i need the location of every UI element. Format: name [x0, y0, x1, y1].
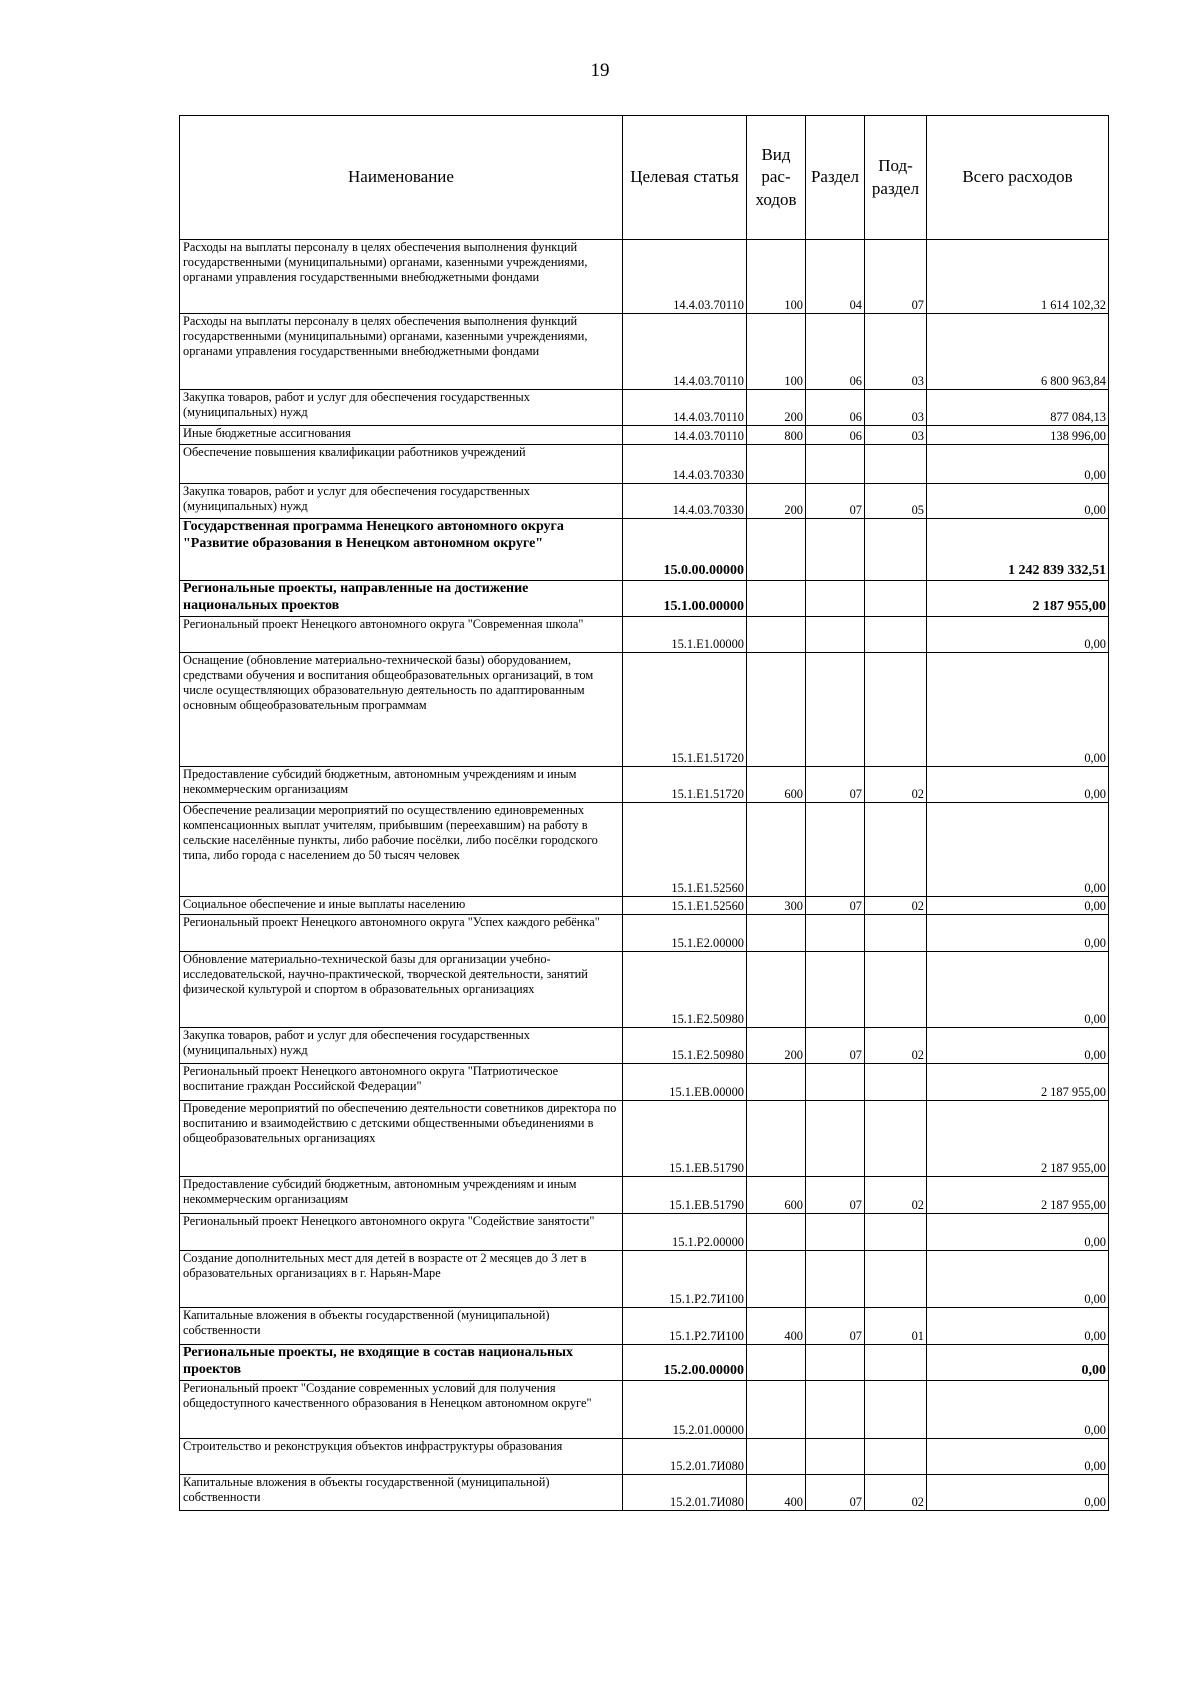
page-number: 19 — [590, 60, 610, 81]
header-section: Раздел — [806, 116, 865, 240]
expense-type-cell: 600 — [747, 1177, 806, 1214]
table-body — [180, 240, 1109, 1511]
expense-type-cell — [747, 803, 806, 897]
expense-type-cell — [747, 915, 806, 952]
section-cell: 04 — [806, 240, 865, 314]
total-cell: 0,00 — [927, 952, 1109, 1028]
section-cell: 07 — [806, 897, 865, 915]
table-row — [180, 1475, 1109, 1511]
subsection-cell: 02 — [865, 897, 927, 915]
target-article-cell: 15.1.EB.51790 — [623, 1177, 747, 1214]
target-article-cell: 14.4.03.70110 — [623, 426, 747, 445]
target-article-cell: 15.1.E1.51720 — [623, 653, 747, 767]
subsection-cell: 05 — [865, 484, 927, 519]
header-expense-type: Вид рас- ходов — [747, 116, 806, 240]
expense-type-cell — [747, 1381, 806, 1439]
section-cell — [806, 952, 865, 1028]
target-article-cell: 14.4.03.70330 — [623, 445, 747, 484]
section-cell: 07 — [806, 767, 865, 803]
table-row — [180, 803, 1109, 897]
section-cell — [806, 617, 865, 653]
subsection-cell: 03 — [865, 426, 927, 445]
section-cell — [806, 1345, 865, 1381]
section-cell — [806, 803, 865, 897]
section-cell — [806, 1439, 865, 1475]
expense-type-cell: 400 — [747, 1475, 806, 1511]
table-row — [180, 426, 1109, 445]
subsection-cell — [865, 1439, 927, 1475]
subsection-cell — [865, 1251, 927, 1308]
total-cell: 0,00 — [927, 617, 1109, 653]
subsection-cell: 02 — [865, 1028, 927, 1064]
name-cell: Региональный проект "Создание современных условий для получения общедоступного качественного образования в Ненецком автономном округе" — [180, 1381, 623, 1439]
name-cell: Региональный проект Ненецкого автономного округа "Успех каждого ребёнка" — [180, 915, 623, 952]
expense-type-cell — [747, 1251, 806, 1308]
total-cell: 1 242 839 332,51 — [927, 519, 1109, 581]
subsection-cell: 03 — [865, 390, 927, 426]
section-cell — [806, 1064, 865, 1101]
table-row — [180, 767, 1109, 803]
section-cell: 07 — [806, 484, 865, 519]
total-cell: 0,00 — [927, 803, 1109, 897]
subsection-cell: 07 — [865, 240, 927, 314]
total-cell: 0,00 — [927, 445, 1109, 484]
table-row — [180, 1439, 1109, 1475]
total-cell: 2 187 955,00 — [927, 1064, 1109, 1101]
section-cell: 06 — [806, 426, 865, 445]
name-cell: Закупка товаров, работ и услуг для обеспечения государственных (муниципальных) нужд — [180, 1028, 623, 1064]
section-cell — [806, 1214, 865, 1251]
expense-type-cell — [747, 1345, 806, 1381]
section-cell — [806, 1251, 865, 1308]
name-cell: Региональный проект Ненецкого автономного округа "Патриотическое воспитание граждан Российской Федерации" — [180, 1064, 623, 1101]
target-article-cell: 15.1.EB.51790 — [623, 1101, 747, 1177]
expense-type-cell: 200 — [747, 484, 806, 519]
table-row — [180, 484, 1109, 519]
expense-type-cell: 200 — [747, 1028, 806, 1064]
header-target-article: Целевая статья — [623, 116, 747, 240]
name-cell: Расходы на выплаты персоналу в целях обеспечения выполнения функций государственными (муниципальными) органами, казенными учреждениями, органами управления государственными внебюджетными фондами — [180, 240, 623, 314]
subsection-cell — [865, 1101, 927, 1177]
expense-type-cell: 100 — [747, 240, 806, 314]
section-cell: 07 — [806, 1475, 865, 1511]
section-cell: 07 — [806, 1177, 865, 1214]
table-row — [180, 1381, 1109, 1439]
section-cell — [806, 519, 865, 581]
section-cell: 07 — [806, 1308, 865, 1345]
table-row — [180, 1101, 1109, 1177]
target-article-cell: 14.4.03.70110 — [623, 390, 747, 426]
target-article-cell: 15.1.E1.52560 — [623, 897, 747, 915]
table-row — [180, 1345, 1109, 1381]
name-cell: Обеспечение повышения квалификации работников учреждений — [180, 445, 623, 484]
target-article-cell: 14.4.03.70110 — [623, 240, 747, 314]
table-row — [180, 1028, 1109, 1064]
name-cell: Создание дополнительных мест для детей в возрасте от 2 месяцев до 3 лет в образовательных организациях в г. Нарьян-Маре — [180, 1251, 623, 1308]
subsection-cell: 03 — [865, 314, 927, 390]
name-cell: Обновление материально-технической базы для организации учебно-исследовательской, научно-практической, творческой деятельности, занятий физической культурой и спортом в образовательных организациях — [180, 952, 623, 1028]
expense-type-cell — [747, 1439, 806, 1475]
expense-type-cell: 300 — [747, 897, 806, 915]
section-cell — [806, 1101, 865, 1177]
section-cell — [806, 581, 865, 617]
expense-type-cell — [747, 617, 806, 653]
total-cell: 0,00 — [927, 1381, 1109, 1439]
total-cell: 0,00 — [927, 484, 1109, 519]
total-cell: 877 084,13 — [927, 390, 1109, 426]
expense-type-cell: 200 — [747, 390, 806, 426]
target-article-cell: 15.1.E2.50980 — [623, 952, 747, 1028]
expense-type-cell — [747, 445, 806, 484]
header-name: Наименование — [180, 116, 623, 240]
name-cell: Капитальные вложения в объекты государственной (муниципальной) собственности — [180, 1308, 623, 1345]
name-cell: Капитальные вложения в объекты государственной (муниципальной) собственности — [180, 1475, 623, 1511]
subsection-cell: 02 — [865, 1177, 927, 1214]
expense-type-cell — [747, 1064, 806, 1101]
section-cell — [806, 445, 865, 484]
target-article-cell: 14.4.03.70330 — [623, 484, 747, 519]
name-cell: Проведение мероприятий по обеспечению деятельности советников директора по воспитанию и взаимодействию с детскими общественными объединениями в общеобразовательных организациях — [180, 1101, 623, 1177]
table-row — [180, 240, 1109, 314]
subsection-cell — [865, 581, 927, 617]
total-cell: 2 187 955,00 — [927, 1101, 1109, 1177]
table-row — [180, 1214, 1109, 1251]
total-cell: 0,00 — [927, 1439, 1109, 1475]
table-row — [180, 915, 1109, 952]
total-cell: 138 996,00 — [927, 426, 1109, 445]
target-article-cell: 15.2.00.00000 — [623, 1345, 747, 1381]
header-subsection: Под- раздел — [865, 116, 927, 240]
target-article-cell: 15.1.P2.7И100 — [623, 1308, 747, 1345]
subsection-cell: 02 — [865, 1475, 927, 1511]
name-cell: Государственная программа Ненецкого автономного округа "Развитие образования в Ненецком автономном округе" — [180, 519, 623, 581]
total-cell: 0,00 — [927, 1251, 1109, 1308]
target-article-cell: 14.4.03.70110 — [623, 314, 747, 390]
table-row — [180, 1177, 1109, 1214]
table-row — [180, 1064, 1109, 1101]
section-cell: 06 — [806, 314, 865, 390]
expense-type-cell — [747, 952, 806, 1028]
expense-type-cell — [747, 519, 806, 581]
expense-type-cell: 100 — [747, 314, 806, 390]
table-row — [180, 952, 1109, 1028]
target-article-cell: 15.1.E1.52560 — [623, 803, 747, 897]
table-row — [180, 653, 1109, 767]
total-cell: 0,00 — [927, 1028, 1109, 1064]
target-article-cell: 15.1.P2.7И100 — [623, 1251, 747, 1308]
target-article-cell: 15.0.00.00000 — [623, 519, 747, 581]
budget-table — [179, 115, 1109, 1511]
name-cell: Оснащение (обновление материально-технической базы) оборудованием, средствами обучения и воспитания общеобразовательных организаций, в том числе осуществляющих образовательную деятельность по адаптированным основным общеобразовательным программам — [180, 653, 623, 767]
table-header-row — [180, 116, 1109, 240]
section-cell — [806, 653, 865, 767]
target-article-cell: 15.1.EB.00000 — [623, 1064, 747, 1101]
target-article-cell: 15.1.E1.51720 — [623, 767, 747, 803]
section-cell: 06 — [806, 390, 865, 426]
name-cell: Закупка товаров, работ и услуг для обеспечения государственных (муниципальных) нужд — [180, 390, 623, 426]
name-cell: Обеспечение реализации мероприятий по осуществлению единовременных компенсационных выплат учителям, прибывшим (переехавшим) на работу в сельские населённые пункты, либо рабочие посёлки, либо посёлки городского типа, либо города с населением до 50 тысяч человек — [180, 803, 623, 897]
subsection-cell — [865, 915, 927, 952]
name-cell: Расходы на выплаты персоналу в целях обеспечения выполнения функций государственными (муниципальными) органами, казенными учреждениями, органами управления государственными внебюджетными фондами — [180, 314, 623, 390]
target-article-cell: 15.1.P2.00000 — [623, 1214, 747, 1251]
target-article-cell: 15.1.E1.00000 — [623, 617, 747, 653]
total-cell: 2 187 955,00 — [927, 581, 1109, 617]
total-cell: 0,00 — [927, 1214, 1109, 1251]
total-cell: 6 800 963,84 — [927, 314, 1109, 390]
total-cell: 2 187 955,00 — [927, 1177, 1109, 1214]
subsection-cell — [865, 1345, 927, 1381]
table-row — [180, 390, 1109, 426]
expense-type-cell: 800 — [747, 426, 806, 445]
section-cell — [806, 1381, 865, 1439]
total-cell: 1 614 102,32 — [927, 240, 1109, 314]
total-cell: 0,00 — [927, 1475, 1109, 1511]
expense-type-cell: 600 — [747, 767, 806, 803]
expense-type-cell: 400 — [747, 1308, 806, 1345]
subsection-cell — [865, 952, 927, 1028]
table-row — [180, 1251, 1109, 1308]
name-cell: Закупка товаров, работ и услуг для обеспечения государственных (муниципальных) нужд — [180, 484, 623, 519]
name-cell: Региональный проект Ненецкого автономного округа "Современная школа" — [180, 617, 623, 653]
table-row — [180, 519, 1109, 581]
total-cell: 0,00 — [927, 653, 1109, 767]
name-cell: Социальное обеспечение и иные выплаты населению — [180, 897, 623, 915]
expense-type-cell — [747, 653, 806, 767]
name-cell: Региональные проекты, направленные на достижение национальных проектов — [180, 581, 623, 617]
subsection-cell — [865, 1381, 927, 1439]
name-cell: Предоставление субсидий бюджетным, автономным учреждениям и иным некоммерческим организациям — [180, 1177, 623, 1214]
subsection-cell — [865, 1214, 927, 1251]
subsection-cell — [865, 653, 927, 767]
subsection-cell: 02 — [865, 767, 927, 803]
target-article-cell: 15.2.01.7И080 — [623, 1475, 747, 1511]
target-article-cell: 15.2.01.00000 — [623, 1381, 747, 1439]
expense-type-cell — [747, 1214, 806, 1251]
section-cell: 07 — [806, 1028, 865, 1064]
subsection-cell — [865, 519, 927, 581]
total-cell: 0,00 — [927, 767, 1109, 803]
header-total-expenses: Всего расходов — [927, 116, 1109, 240]
target-article-cell: 15.1.E2.50980 — [623, 1028, 747, 1064]
subsection-cell — [865, 803, 927, 897]
table-row — [180, 897, 1109, 915]
subsection-cell — [865, 1064, 927, 1101]
total-cell: 0,00 — [927, 915, 1109, 952]
total-cell: 0,00 — [927, 1308, 1109, 1345]
table-row — [180, 581, 1109, 617]
target-article-cell: 15.1.00.00000 — [623, 581, 747, 617]
subsection-cell: 01 — [865, 1308, 927, 1345]
name-cell: Региональные проекты, не входящие в состав национальных проектов — [180, 1345, 623, 1381]
target-article-cell: 15.2.01.7И080 — [623, 1439, 747, 1475]
total-cell: 0,00 — [927, 1345, 1109, 1381]
table-row — [180, 314, 1109, 390]
expense-type-cell — [747, 1101, 806, 1177]
subsection-cell — [865, 445, 927, 484]
subsection-cell — [865, 617, 927, 653]
name-cell: Предоставление субсидий бюджетным, автономным учреждениям и иным некоммерческим организациям — [180, 767, 623, 803]
section-cell — [806, 915, 865, 952]
name-cell: Иные бюджетные ассигнования — [180, 426, 623, 445]
table-row — [180, 617, 1109, 653]
table-row — [180, 445, 1109, 484]
total-cell: 0,00 — [927, 897, 1109, 915]
name-cell: Строительство и реконструкция объектов инфраструктуры образования — [180, 1439, 623, 1475]
table-row — [180, 1308, 1109, 1345]
expense-type-cell — [747, 581, 806, 617]
name-cell: Региональный проект Ненецкого автономного округа "Содействие занятости" — [180, 1214, 623, 1251]
target-article-cell: 15.1.E2.00000 — [623, 915, 747, 952]
